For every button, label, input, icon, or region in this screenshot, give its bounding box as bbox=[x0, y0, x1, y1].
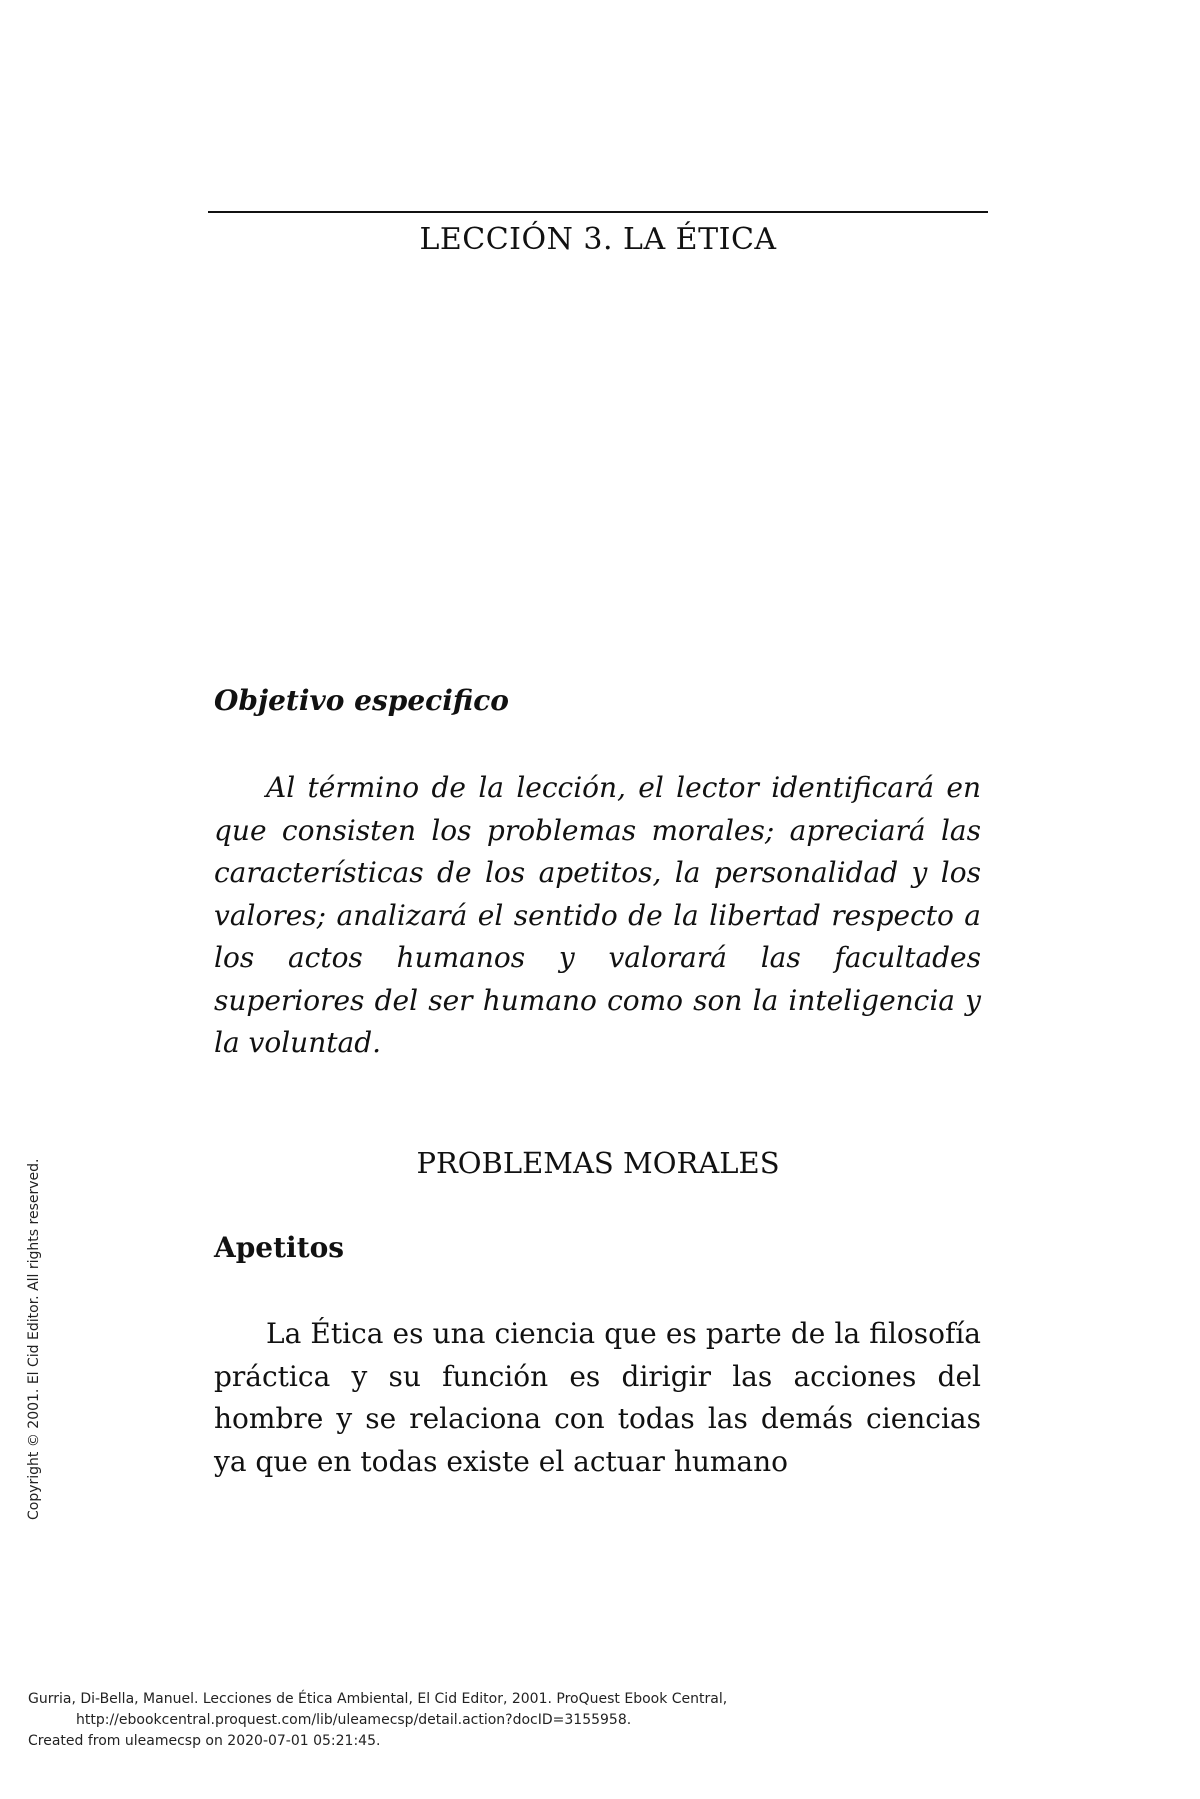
section-title: PROBLEMAS MORALES bbox=[416, 1146, 780, 1180]
subsection-title: Apetitos bbox=[214, 1231, 345, 1264]
body-paragraph bbox=[214, 1313, 981, 1483]
chapter-title: LECCIÓN 3. LA ÉTICA bbox=[419, 222, 777, 257]
objective-heading: Objetivo especifico bbox=[214, 684, 509, 717]
side-copyright-notice: Copyright © 2001. El Cid Editor. All rights reserved. bbox=[26, 1158, 42, 1520]
objective-paragraph bbox=[214, 767, 981, 1065]
body-text: La Ética es una ciencia que es parte de la filosofía práctica y su función es dirigir las acciones del hombre y se relaciona con todas las demás ciencias ya que en todas existe el actuar humano bbox=[214, 1317, 981, 1478]
objective-text: Al término de la lección, el lector identificará en que consisten los problemas morales; apreciará las características de los apetitos, la personalidad y los valores; analizará el sentido de la libertad respecto a los actos humanos y valorará las facultades superiores del ser humano como son la inteligencia y la voluntad. bbox=[214, 771, 981, 1059]
citation-url: http://ebookcentral.proquest.com/lib/uleamecsp/detail.action?docID=3155958. bbox=[76, 1712, 632, 1728]
citation-line: Gurria, Di-Bella, Manuel. Lecciones de Ética Ambiental, El Cid Editor, 2001. ProQuest Ebook Central, bbox=[28, 1691, 728, 1707]
citation-created: Created from uleamecsp on 2020-07-01 05:21:45. bbox=[28, 1733, 381, 1749]
header-rule bbox=[208, 211, 988, 213]
citation-footer bbox=[28, 1689, 727, 1752]
